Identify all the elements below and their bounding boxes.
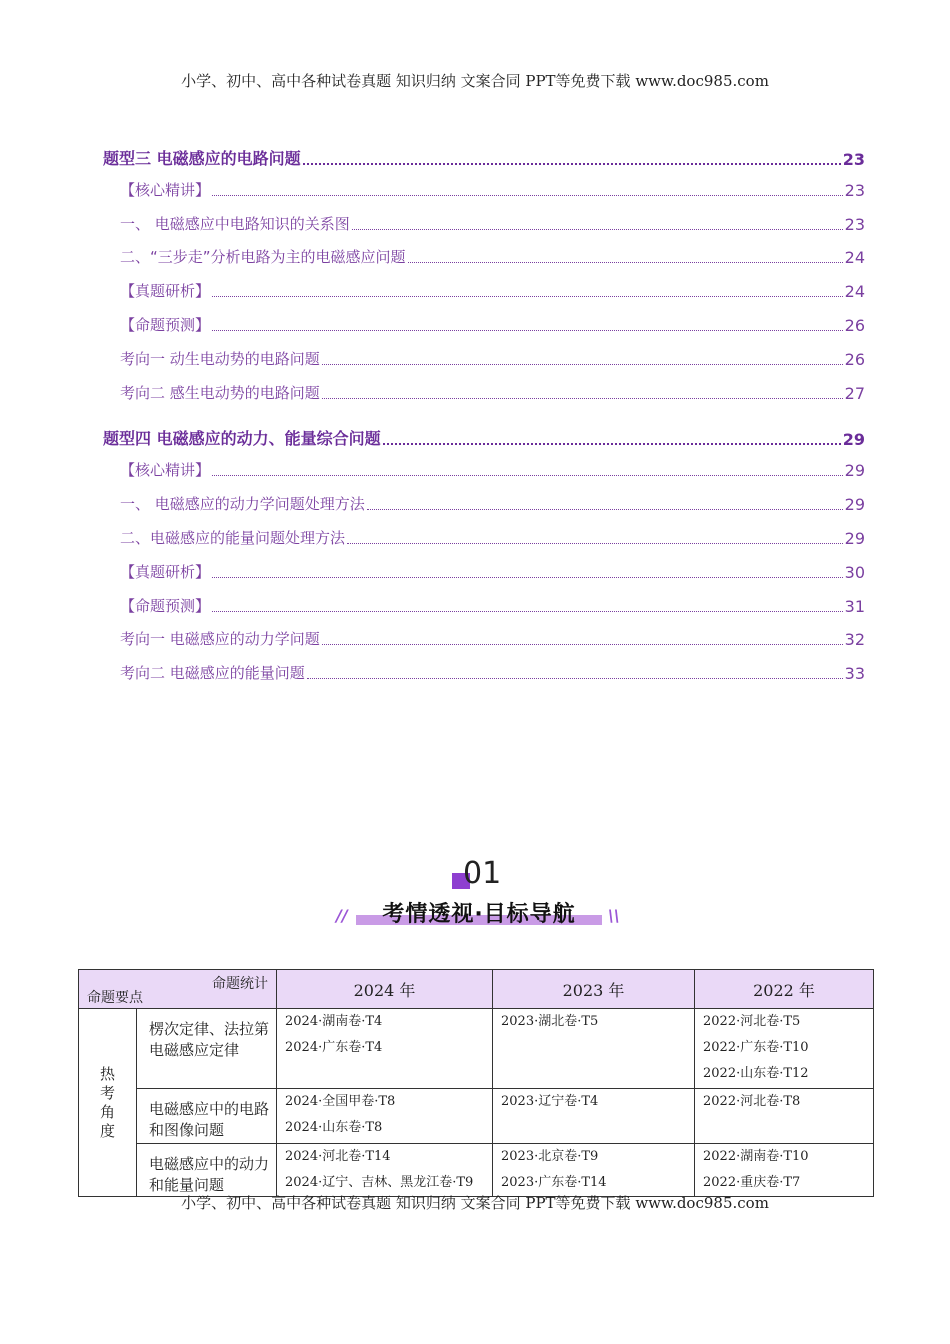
exam-list-cell [277, 1144, 493, 1197]
exam-list-cell [493, 1009, 695, 1089]
exam-reference: 2023·北京卷·T9 [501, 1149, 599, 1164]
toc-entry-title: 题型三 电磁感应的电路问题 [103, 149, 301, 168]
exam-list-cell [277, 1089, 493, 1144]
toc-entry-page: 26 [844, 350, 865, 369]
toc-entry-page: 29 [844, 461, 865, 480]
table-row [79, 1089, 874, 1144]
toc-entry[interactable] [103, 662, 865, 683]
toc-entry[interactable] [103, 382, 865, 403]
toc-dot-leader [212, 474, 843, 476]
toc-dot-leader [303, 162, 841, 165]
toc-entry-title: 二、电磁感应的能量问题处理方法 [120, 529, 346, 547]
toc-entry[interactable] [103, 146, 865, 169]
category-cell [79, 1009, 137, 1197]
toc-entry-page: 26 [844, 316, 865, 335]
exam-reference: 2024·辽宁、吉林、黑龙江卷·T9 [285, 1175, 474, 1190]
exam-reference: 2023·辽宁卷·T4 [501, 1094, 599, 1109]
table-header-row [79, 970, 874, 1009]
title-decoration-left: // [336, 906, 348, 925]
toc-entry-page: 27 [844, 384, 865, 403]
exam-reference: 2022·广东卷·T10 [703, 1040, 809, 1055]
toc-entry[interactable] [103, 179, 865, 200]
toc-dot-leader [352, 228, 843, 230]
toc-entry[interactable] [103, 561, 865, 582]
toc-entry-page: 31 [844, 597, 865, 616]
table-row [79, 1009, 874, 1089]
toc-entry-page: 23 [844, 215, 865, 234]
exam-reference: 2024·全国甲卷·T8 [285, 1094, 396, 1109]
toc-entry[interactable] [103, 280, 865, 301]
toc-entry-title: 题型四 电磁感应的动力、能量综合问题 [103, 429, 381, 448]
toc-entry-page: 24 [844, 248, 865, 267]
toc-entry[interactable] [103, 595, 865, 616]
toc-entry[interactable] [103, 246, 865, 267]
toc-dot-leader [322, 397, 843, 399]
category-label: 热考角度 [99, 1064, 115, 1140]
toc-entry[interactable] [103, 213, 865, 234]
corner-bottom-label: 命题要点 [87, 990, 143, 1006]
toc-entry-title: 【命题预测】 [120, 316, 211, 334]
year-header: 2023 年 [493, 970, 695, 1009]
toc-entry[interactable] [103, 527, 865, 548]
toc-entry-title: 【真题研析】 [120, 282, 211, 300]
toc-entry-title: 一、 电磁感应的动力学问题处理方法 [120, 495, 365, 513]
exam-reference: 2022·河北卷·T8 [703, 1094, 801, 1109]
toc-dot-leader [212, 295, 843, 297]
toc-entry-title: 【真题研析】 [120, 563, 211, 581]
toc-entry-page: 33 [844, 664, 865, 683]
page-footer: 小学、初中、高中各种试卷真题 知识归纳 文案合同 PPT等免费下载 www.doc985.com [181, 1194, 769, 1212]
topic-cell: 楞次定律、法拉第电磁感应定律 [137, 1009, 277, 1089]
exam-reference: 2024·广东卷·T4 [285, 1040, 383, 1055]
toc-entry-page: 23 [844, 181, 865, 200]
toc-entry-title: 【核心精讲】 [120, 461, 211, 479]
toc-entry-page: 29 [842, 430, 865, 449]
toc-entry[interactable] [103, 493, 865, 514]
toc-entry-page: 24 [844, 282, 865, 301]
toc-entry-title: 考向二 感生电动势的电路问题 [120, 384, 320, 402]
toc-entry-page: 29 [844, 495, 865, 514]
toc-entry-title: 二、“三步走”分析电路为主的电磁感应问题 [120, 248, 406, 266]
toc-entry[interactable] [103, 628, 865, 649]
toc-entry-title: 【命题预测】 [120, 597, 211, 615]
exam-reference: 2022·山东卷·T12 [703, 1066, 809, 1081]
exam-reference: 2024·山东卷·T8 [285, 1120, 383, 1135]
exam-reference: 2024·河北卷·T14 [285, 1149, 391, 1164]
exam-list-cell [695, 1144, 874, 1197]
toc-dot-leader [408, 261, 843, 263]
toc-entry-title: 考向二 电磁感应的能量问题 [120, 664, 305, 682]
topic-cell: 电磁感应中的动力和能量问题 [137, 1144, 277, 1197]
corner-header [79, 970, 277, 1009]
topic-cell: 电磁感应中的电路和图像问题 [137, 1089, 277, 1144]
section-number: 01 [463, 856, 502, 891]
toc-dot-leader [212, 576, 843, 578]
page-header: 小学、初中、高中各种试卷真题 知识归纳 文案合同 PPT等免费下载 www.doc985.com [181, 72, 769, 90]
toc-entry-title: 【核心精讲】 [120, 181, 211, 199]
year-header: 2022 年 [695, 970, 874, 1009]
exam-reference: 2024·湖南卷·T4 [285, 1014, 383, 1029]
toc-entry[interactable] [103, 426, 865, 449]
exam-list-cell [695, 1089, 874, 1144]
toc-entry-title: 考向一 电磁感应的动力学问题 [120, 630, 320, 648]
corner-top-label: 命题统计 [212, 976, 268, 992]
toc-dot-leader [212, 610, 843, 612]
toc-dot-leader [322, 363, 843, 365]
toc-entry[interactable] [103, 459, 865, 480]
title-decoration-right: \\ [608, 906, 620, 925]
toc-dot-leader [322, 643, 843, 645]
exam-reference: 2022·湖南卷·T10 [703, 1149, 809, 1164]
exam-reference: 2023·广东卷·T14 [501, 1175, 607, 1190]
exam-statistics-table [78, 969, 874, 1197]
toc-dot-leader [367, 508, 843, 510]
exam-list-cell [277, 1009, 493, 1089]
toc-dot-leader [347, 542, 843, 544]
toc-dot-leader [383, 442, 841, 445]
toc-entry-page: 32 [844, 630, 865, 649]
year-header: 2024 年 [277, 970, 493, 1009]
toc-dot-leader [307, 677, 843, 679]
exam-reference: 2022·河北卷·T5 [703, 1014, 801, 1029]
section-title: 考情透视·目标导航 [382, 902, 576, 927]
toc-dot-leader [212, 194, 843, 196]
toc-entry[interactable] [103, 348, 865, 369]
toc-entry-page: 30 [844, 563, 865, 582]
toc-entry[interactable] [103, 314, 865, 335]
toc-entry-page: 23 [842, 150, 865, 169]
exam-list-cell [493, 1089, 695, 1144]
toc-entry-page: 29 [844, 529, 865, 548]
exam-reference: 2023·湖北卷·T5 [501, 1014, 599, 1029]
toc-entry-title: 一、 电磁感应中电路知识的关系图 [120, 215, 350, 233]
table-row [79, 1144, 874, 1197]
toc-dot-leader [212, 329, 843, 331]
toc-entry-title: 考向一 动生电动势的电路问题 [120, 350, 320, 368]
exam-list-cell [493, 1144, 695, 1197]
exam-reference: 2022·重庆卷·T7 [703, 1175, 801, 1190]
exam-list-cell [695, 1009, 874, 1089]
